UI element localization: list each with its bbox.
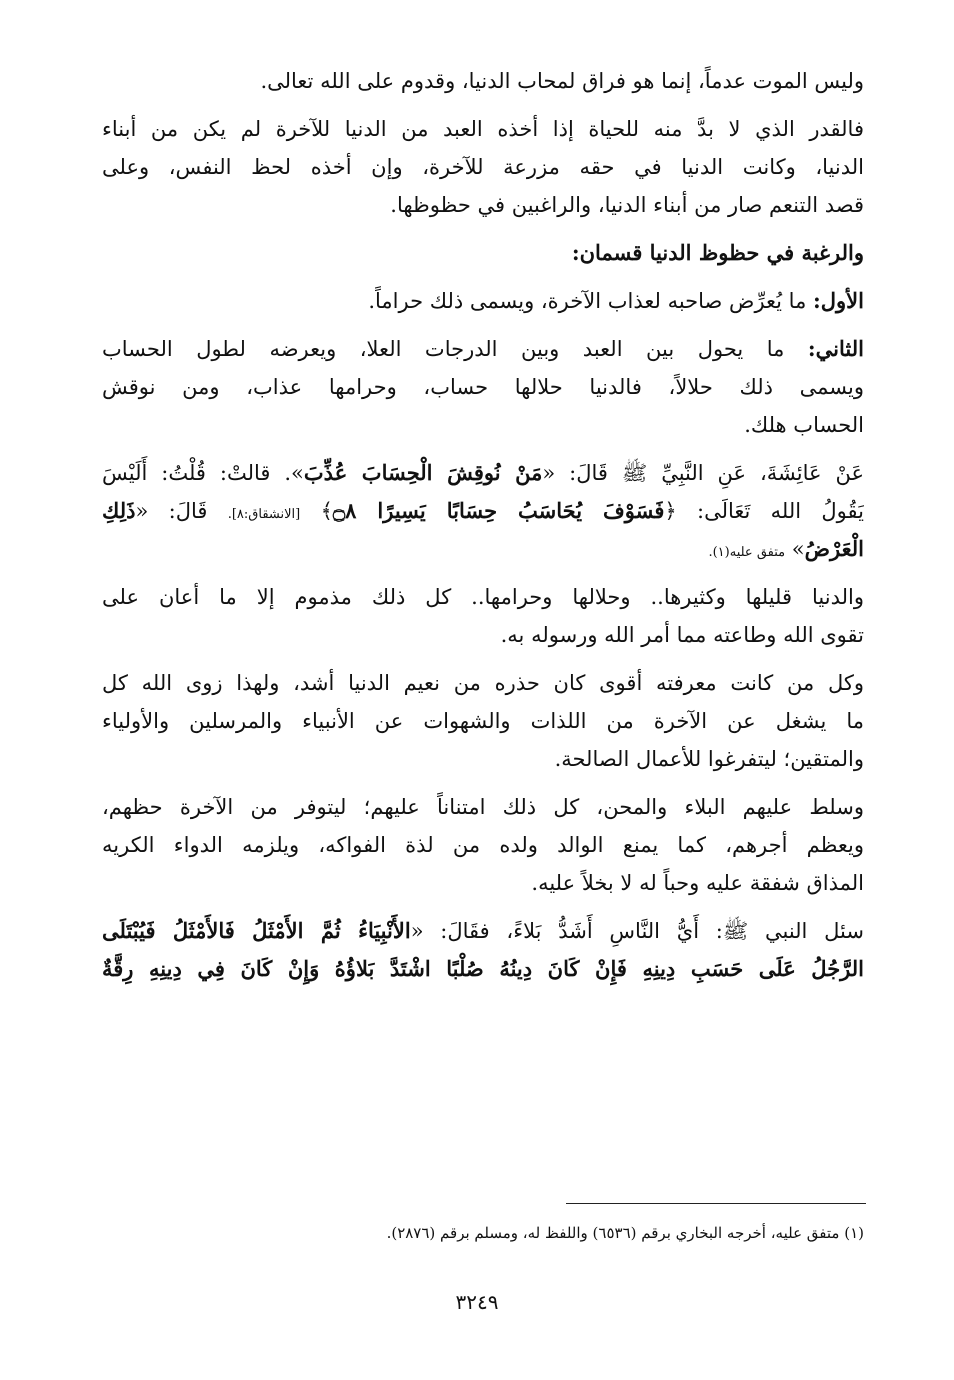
footnote-divider: [566, 1203, 866, 1204]
second-text-1: ما يحول بين العبد وبين الدرجات العلا، ويعرضه لطول الحساب: [102, 337, 785, 361]
quran-open: يَقُولُ الله تَعَالَى: ﴿: [664, 499, 864, 523]
text-line: تقوى الله وطاعته مما أمر الله ورسوله به.: [500, 623, 864, 647]
text-line: المذاق شفقة عليه وحباً له لا بخلاً عليه.: [531, 871, 864, 895]
footnote: (١) متفق عليه، أخرجه البخاري برقم (٦٥٣٦) واللفظ له، ومسلم برقم (٢٨٧٦).: [386, 1224, 864, 1242]
text-line: وكل من كانت معرفته أقوى كان حذره من نعيم الدنيا أشد، ولهذا زوى الله كل: [102, 671, 864, 695]
hadith-line: الرَّجُلُ عَلَى حَسَبِ دِينِهِ فَإِنْ كَانَ دِينُهُ صُلْبًا اشْتَدَّ بَلاؤُهُ وَإِنْ كَانَ فِي دِينِهِ رِقَّةٌ: [102, 956, 864, 981]
text-line: ويعظم أجرهم، كما يمنع الوالد ولده من لذة الفواكه، ويلزمه الدواء الكريه: [102, 833, 864, 857]
text-line: والمتقين؛ ليتفرغوا للأعمال الصالحة.: [554, 747, 864, 771]
hadith-text: ذَلِكِ: [102, 498, 136, 523]
text-line: وسلط عليهم البلاء والمحن، كل ذلك امتناناً عليهم؛ ليتوفر من الآخرة حظهم،: [102, 795, 864, 819]
text-line: فالقدر الذي لا بدَّ منه للحياة إذا أخذه العبد من الدنيا للآخرة لم يكن من أبناء: [102, 117, 864, 141]
text-line: والدنيا قليلها وكثيرها.. وحلالها وحرامها.. كل ذلك مذموم إلا ما أعان على: [102, 585, 864, 609]
first-text: ما يُعرِّض صاحبه لعذاب الآخرة، ويسمى ذلك حراماً.: [368, 289, 807, 313]
first-label: الأول:: [813, 288, 864, 313]
hadith-line: [102, 530, 864, 568]
text-line: الحساب هلك.: [744, 413, 864, 437]
hadith-reference: متفق عليه(١).: [708, 545, 786, 560]
text-line: [102, 330, 864, 368]
quran-close: ﴾: [320, 499, 333, 523]
hadith-intro: سئل النبي ﷺ: أَيُّ النَّاسِ أَشَدُّ بَلاءً، فقَالَ: «: [410, 919, 864, 943]
text-line: ما يشغل عن الآخرة من اللذات والشهوات عن الأنبياء والمرسلين والأولياء: [102, 709, 864, 733]
verse-reference: [الانشقاق:٨].: [227, 507, 301, 522]
quran-verse: فَسَوْفَ يُحَاسَبُ حِسَابًا يَسِيرًا ۝٨: [332, 498, 665, 523]
text-line: وليس الموت عدماً، إنما هو فراق لمحاب الدنيا، وقدوم على الله تعالى.: [260, 69, 864, 93]
page-body: [102, 62, 864, 988]
page-number: ٣٢٤٩: [455, 1290, 499, 1314]
hadith-intro: عَنْ عَائِشَةَ، عَنِ النَّبِيِّ ﷺ قَالَ: «: [542, 461, 864, 485]
section-heading: والرغبة في حظوظ الدنيا قسمان:: [571, 240, 864, 265]
hadith-text: »: [785, 537, 805, 561]
hadith-text: مَنْ نُوقِشَ الْحِسَابَ عُذِّبَ: [303, 460, 543, 485]
text-line: [102, 282, 864, 320]
hadith-line: [102, 454, 864, 492]
hadith-text: الْعَرْضُ: [804, 536, 864, 561]
hadith-text: الأَنْبِيَاءُ ثُمَّ الأَمْثَلُ فَالأَمْثَلُ فَيُبْتَلَى: [102, 918, 411, 943]
hadith-line: [102, 912, 864, 950]
hadith-line: [102, 492, 864, 530]
text-line: قصد التنعم صار من أبناء الدنيا، والراغبين في حظوظها.: [390, 193, 864, 217]
text-line: الدنيا، وكانت الدنيا في حقه مزرعة للآخرة، وإن أخذه لحظ النفس، وعلى: [102, 155, 864, 179]
text-line: ويسمى ذلك حلالاً، فالدنيا حلالها حساب، وحرامها عذاب، ومن نوقش: [102, 375, 864, 399]
second-label: الثاني:: [807, 336, 864, 361]
hadith-text: ». قالتْ: قُلْتُ: أَلَيْسَ: [102, 461, 304, 485]
hadith-text: قَالَ: «: [135, 499, 228, 523]
